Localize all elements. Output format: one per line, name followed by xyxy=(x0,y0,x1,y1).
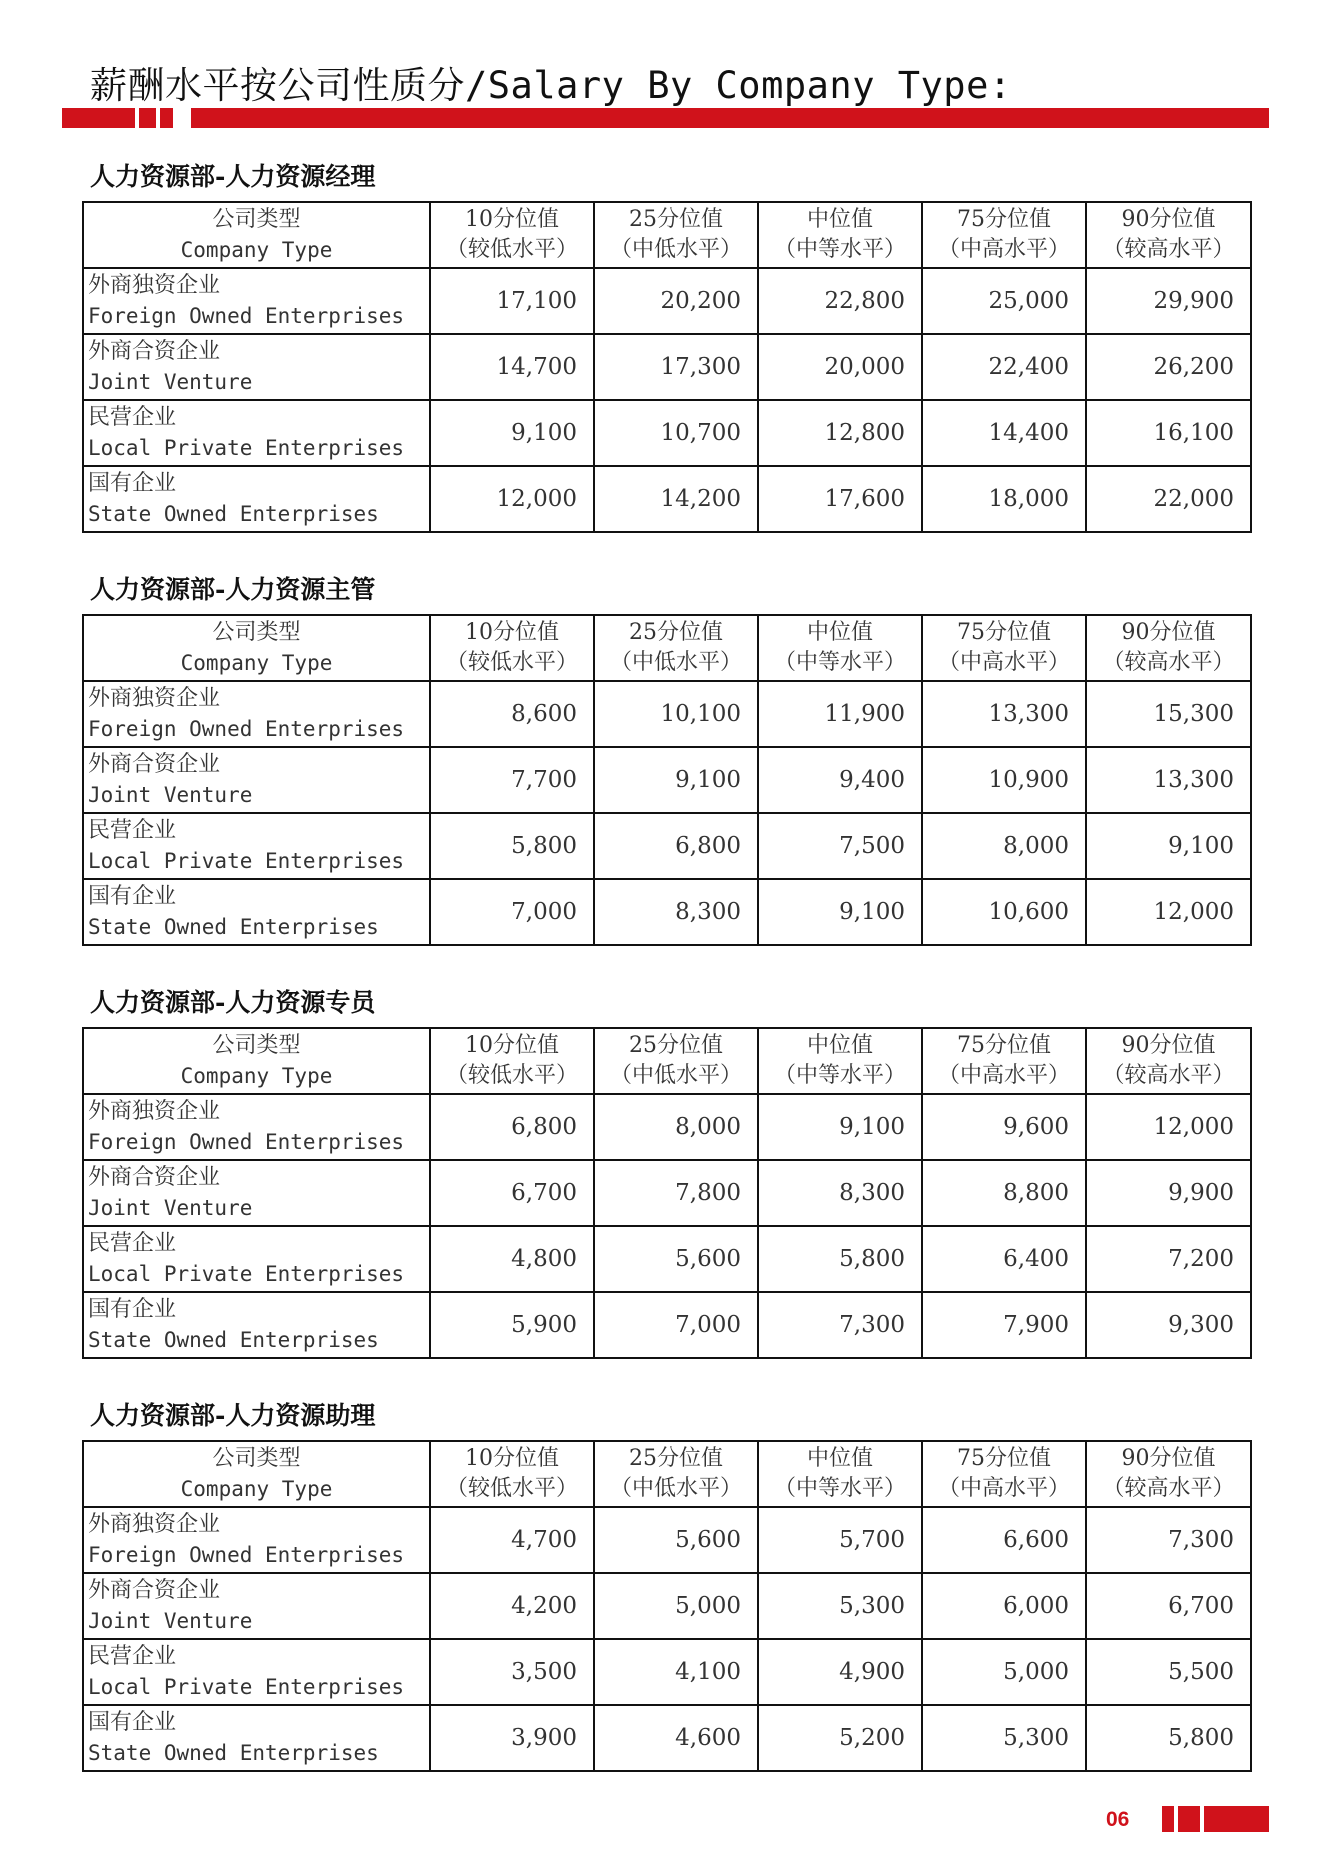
salary-value: 11,900 xyxy=(758,681,922,747)
table-row xyxy=(83,466,1251,532)
percentile-sublabel: （较高水平） xyxy=(1102,650,1235,675)
company-type-en: Joint Venture xyxy=(88,783,253,807)
section-title: 人力资源部-人力资源主管 xyxy=(90,575,376,604)
percentile-label: 90分位值 xyxy=(1121,207,1216,232)
company-type-cn: 外商合资企业 xyxy=(88,1165,221,1190)
company-type-header-cn: 公司类型 xyxy=(212,1446,301,1471)
table-row xyxy=(83,1507,1251,1573)
salary-value: 3,900 xyxy=(430,1705,594,1771)
company-type-en: Foreign Owned Enterprises xyxy=(88,1543,405,1567)
salary-value: 9,100 xyxy=(594,747,758,813)
company-type-cell xyxy=(83,1639,430,1705)
salary-value: 26,200 xyxy=(1086,334,1251,400)
percentile-label: 10分位值 xyxy=(465,207,559,232)
company-type-cell xyxy=(83,1705,430,1771)
salary-value: 14,400 xyxy=(922,400,1086,466)
page-title: 薪酬水平按公司性质分/Salary By Company Type: xyxy=(90,64,1012,107)
percentile-header xyxy=(922,1441,1086,1507)
salary-value: 29,900 xyxy=(1086,268,1251,334)
salary-value: 17,300 xyxy=(594,334,758,400)
header-bar-main xyxy=(191,108,1269,128)
salary-value: 5,500 xyxy=(1086,1639,1251,1705)
company-type-cell xyxy=(83,400,430,466)
salary-value: 22,000 xyxy=(1086,466,1251,532)
salary-value: 6,800 xyxy=(430,1094,594,1160)
percentile-header xyxy=(1086,615,1251,681)
company-type-header-cn: 公司类型 xyxy=(212,1033,301,1058)
page-number: 06 xyxy=(1106,1808,1130,1831)
company-type-cell xyxy=(83,1573,430,1639)
salary-value: 9,100 xyxy=(1086,813,1251,879)
percentile-sublabel: （中等水平） xyxy=(773,237,906,262)
salary-value: 22,800 xyxy=(758,268,922,334)
percentile-sublabel: （中高水平） xyxy=(937,650,1070,675)
salary-value: 5,300 xyxy=(758,1573,922,1639)
salary-value: 7,300 xyxy=(758,1292,922,1358)
header-bar-block-1 xyxy=(139,108,156,128)
percentile-label: 25分位值 xyxy=(629,620,723,645)
percentile-header xyxy=(430,615,594,681)
company-type-en: State Owned Enterprises xyxy=(88,915,379,939)
salary-value: 12,000 xyxy=(1086,1094,1251,1160)
table-row xyxy=(83,879,1251,945)
percentile-header xyxy=(922,615,1086,681)
salary-value: 7,000 xyxy=(594,1292,758,1358)
salary-value: 13,300 xyxy=(922,681,1086,747)
percentile-label: 90分位值 xyxy=(1121,620,1216,645)
percentile-sublabel: （中高水平） xyxy=(937,1063,1070,1088)
percentile-label: 10分位值 xyxy=(465,620,559,645)
salary-value: 8,300 xyxy=(758,1160,922,1226)
table-header-row xyxy=(83,1441,1251,1507)
company-type-en: Local Private Enterprises xyxy=(88,849,405,873)
company-type-cn: 外商独资企业 xyxy=(88,686,221,711)
table-row xyxy=(83,1226,1251,1292)
company-type-header xyxy=(83,202,430,268)
table-row xyxy=(83,1573,1251,1639)
company-type-cell xyxy=(83,466,430,532)
company-type-cell xyxy=(83,1094,430,1160)
company-type-en: Foreign Owned Enterprises xyxy=(88,717,405,741)
company-type-header-en: Company Type xyxy=(180,651,333,675)
percentile-sublabel: （较高水平） xyxy=(1102,1476,1235,1501)
percentile-label: 90分位值 xyxy=(1121,1033,1216,1058)
percentile-label: 中位值 xyxy=(806,207,873,232)
percentile-header xyxy=(1086,1441,1251,1507)
salary-value: 9,100 xyxy=(758,879,922,945)
percentile-label: 中位值 xyxy=(806,1446,873,1471)
salary-table xyxy=(82,201,1252,533)
percentile-sublabel: （较低水平） xyxy=(445,1476,578,1501)
percentile-sublabel: （中等水平） xyxy=(773,1063,906,1088)
percentile-sublabel: （较低水平） xyxy=(445,237,578,262)
company-type-cell xyxy=(83,879,430,945)
salary-value: 7,500 xyxy=(758,813,922,879)
salary-value: 5,800 xyxy=(758,1226,922,1292)
section-title: 人力资源部-人力资源专员 xyxy=(90,988,376,1017)
percentile-header xyxy=(758,1028,922,1094)
table-row xyxy=(83,813,1251,879)
footer-bar-block-2 xyxy=(1178,1806,1200,1832)
percentile-label: 中位值 xyxy=(806,620,873,645)
company-type-cn: 民营企业 xyxy=(88,818,177,843)
company-type-cn: 外商合资企业 xyxy=(88,339,221,364)
salary-value: 12,000 xyxy=(1086,879,1251,945)
company-type-cell xyxy=(83,268,430,334)
company-type-cn: 外商独资企业 xyxy=(88,1512,221,1537)
salary-value: 15,300 xyxy=(1086,681,1251,747)
percentile-label: 25分位值 xyxy=(629,1446,723,1471)
company-type-header-en: Company Type xyxy=(180,238,333,262)
footer-bar-main xyxy=(1204,1806,1269,1832)
percentile-label: 10分位值 xyxy=(465,1033,559,1058)
percentile-sublabel: （中高水平） xyxy=(937,237,1070,262)
salary-value: 6,600 xyxy=(922,1507,1086,1573)
company-type-en: Joint Venture xyxy=(88,1196,253,1220)
table-row xyxy=(83,1292,1251,1358)
salary-value: 5,600 xyxy=(594,1507,758,1573)
percentile-sublabel: （中等水平） xyxy=(773,1476,906,1501)
salary-section xyxy=(82,573,1250,946)
company-type-header-cn: 公司类型 xyxy=(212,207,301,232)
salary-value: 16,100 xyxy=(1086,400,1251,466)
salary-value: 22,400 xyxy=(922,334,1086,400)
percentile-label: 25分位值 xyxy=(629,1033,723,1058)
percentile-label: 25分位值 xyxy=(629,207,723,232)
section-title: 人力资源部-人力资源经理 xyxy=(90,162,376,191)
company-type-en: Joint Venture xyxy=(88,1609,253,1633)
company-type-en: State Owned Enterprises xyxy=(88,1741,379,1765)
company-type-en: Foreign Owned Enterprises xyxy=(88,304,405,328)
header-bar-left xyxy=(62,108,135,128)
company-type-en: Local Private Enterprises xyxy=(88,1262,405,1286)
percentile-sublabel: （较低水平） xyxy=(445,1063,578,1088)
salary-value: 5,700 xyxy=(758,1507,922,1573)
company-type-cell xyxy=(83,1292,430,1358)
company-type-cell xyxy=(83,1226,430,1292)
company-type-cell xyxy=(83,1160,430,1226)
salary-value: 7,200 xyxy=(1086,1226,1251,1292)
salary-value: 12,000 xyxy=(430,466,594,532)
percentile-header xyxy=(758,202,922,268)
salary-value: 9,100 xyxy=(430,400,594,466)
header-bar-block-2 xyxy=(160,108,173,128)
table-row xyxy=(83,1639,1251,1705)
salary-value: 9,900 xyxy=(1086,1160,1251,1226)
percentile-label: 10分位值 xyxy=(465,1446,559,1471)
company-type-header xyxy=(83,1028,430,1094)
company-type-cn: 国有企业 xyxy=(88,1297,177,1322)
percentile-label: 75分位值 xyxy=(957,620,1051,645)
company-type-cn: 民营企业 xyxy=(88,1644,177,1669)
salary-value: 17,100 xyxy=(430,268,594,334)
salary-section xyxy=(82,986,1250,1359)
salary-value: 8,000 xyxy=(594,1094,758,1160)
percentile-header xyxy=(922,1028,1086,1094)
company-type-cell xyxy=(83,681,430,747)
percentile-header xyxy=(922,202,1086,268)
company-type-en: Joint Venture xyxy=(88,370,253,394)
salary-value: 9,100 xyxy=(758,1094,922,1160)
company-type-cn: 外商合资企业 xyxy=(88,752,221,777)
salary-section xyxy=(82,1399,1250,1772)
company-type-en: Foreign Owned Enterprises xyxy=(88,1130,405,1154)
salary-value: 6,700 xyxy=(430,1160,594,1226)
company-type-cn: 国有企业 xyxy=(88,1710,177,1735)
salary-value: 13,300 xyxy=(1086,747,1251,813)
percentile-sublabel: （中低水平） xyxy=(609,237,742,262)
salary-value: 4,600 xyxy=(594,1705,758,1771)
table-row xyxy=(83,268,1251,334)
table-header-row xyxy=(83,1028,1251,1094)
table-row xyxy=(83,1094,1251,1160)
percentile-header xyxy=(594,1441,758,1507)
table-row xyxy=(83,1160,1251,1226)
salary-value: 5,000 xyxy=(594,1573,758,1639)
salary-value: 14,200 xyxy=(594,466,758,532)
salary-table xyxy=(82,1027,1252,1359)
salary-value: 5,900 xyxy=(430,1292,594,1358)
salary-value: 7,800 xyxy=(594,1160,758,1226)
percentile-sublabel: （中等水平） xyxy=(773,650,906,675)
salary-value: 5,000 xyxy=(922,1639,1086,1705)
salary-value: 10,700 xyxy=(594,400,758,466)
table-row xyxy=(83,681,1251,747)
company-type-cn: 外商合资企业 xyxy=(88,1578,221,1603)
company-type-header-en: Company Type xyxy=(180,1477,333,1501)
salary-value: 5,300 xyxy=(922,1705,1086,1771)
percentile-header xyxy=(1086,202,1251,268)
salary-value: 7,300 xyxy=(1086,1507,1251,1573)
percentile-header xyxy=(594,202,758,268)
company-type-cn: 外商独资企业 xyxy=(88,1099,221,1124)
table-header-row xyxy=(83,202,1251,268)
percentile-header xyxy=(594,615,758,681)
salary-value: 5,800 xyxy=(1086,1705,1251,1771)
salary-value: 7,000 xyxy=(430,879,594,945)
company-type-en: Local Private Enterprises xyxy=(88,436,405,460)
table-row xyxy=(83,1705,1251,1771)
percentile-label: 75分位值 xyxy=(957,1033,1051,1058)
percentile-sublabel: （中高水平） xyxy=(937,1476,1070,1501)
salary-value: 4,100 xyxy=(594,1639,758,1705)
salary-value: 7,700 xyxy=(430,747,594,813)
percentile-header xyxy=(1086,1028,1251,1094)
salary-value: 6,800 xyxy=(594,813,758,879)
salary-value: 20,200 xyxy=(594,268,758,334)
table-row xyxy=(83,747,1251,813)
table-header-row xyxy=(83,615,1251,681)
company-type-cell xyxy=(83,813,430,879)
percentile-sublabel: （较高水平） xyxy=(1102,237,1235,262)
salary-value: 20,000 xyxy=(758,334,922,400)
salary-value: 7,900 xyxy=(922,1292,1086,1358)
footer-bar-block-1 xyxy=(1162,1806,1174,1832)
table-row xyxy=(83,334,1251,400)
company-type-cn: 外商独资企业 xyxy=(88,273,221,298)
company-type-en: State Owned Enterprises xyxy=(88,1328,379,1352)
company-type-header xyxy=(83,1441,430,1507)
salary-value: 10,100 xyxy=(594,681,758,747)
percentile-header xyxy=(430,202,594,268)
salary-value: 8,000 xyxy=(922,813,1086,879)
salary-value: 18,000 xyxy=(922,466,1086,532)
company-type-cn: 国有企业 xyxy=(88,471,177,496)
salary-value: 5,600 xyxy=(594,1226,758,1292)
salary-value: 6,700 xyxy=(1086,1573,1251,1639)
percentile-sublabel: （中低水平） xyxy=(609,1063,742,1088)
percentile-label: 中位值 xyxy=(806,1033,873,1058)
percentile-sublabel: （较高水平） xyxy=(1102,1063,1235,1088)
salary-value: 10,900 xyxy=(922,747,1086,813)
company-type-header xyxy=(83,615,430,681)
salary-value: 12,800 xyxy=(758,400,922,466)
salary-value: 4,700 xyxy=(430,1507,594,1573)
salary-value: 4,200 xyxy=(430,1573,594,1639)
salary-value: 4,900 xyxy=(758,1639,922,1705)
percentile-header xyxy=(430,1441,594,1507)
company-type-header-en: Company Type xyxy=(180,1064,333,1088)
percentile-header xyxy=(758,615,922,681)
percentile-header xyxy=(758,1441,922,1507)
salary-value: 9,300 xyxy=(1086,1292,1251,1358)
company-type-cn: 民营企业 xyxy=(88,1231,177,1256)
percentile-sublabel: （较低水平） xyxy=(445,650,578,675)
table-row xyxy=(83,400,1251,466)
company-type-en: State Owned Enterprises xyxy=(88,502,379,526)
salary-value: 4,800 xyxy=(430,1226,594,1292)
company-type-header-cn: 公司类型 xyxy=(212,620,301,645)
salary-value: 5,200 xyxy=(758,1705,922,1771)
company-type-cn: 国有企业 xyxy=(88,884,177,909)
company-type-cell xyxy=(83,334,430,400)
company-type-cell xyxy=(83,1507,430,1573)
salary-value: 9,600 xyxy=(922,1094,1086,1160)
salary-value: 8,300 xyxy=(594,879,758,945)
salary-value: 5,800 xyxy=(430,813,594,879)
percentile-header xyxy=(594,1028,758,1094)
company-type-cn: 民营企业 xyxy=(88,405,177,430)
salary-value: 25,000 xyxy=(922,268,1086,334)
company-type-cell xyxy=(83,747,430,813)
salary-value: 6,000 xyxy=(922,1573,1086,1639)
salary-table xyxy=(82,614,1252,946)
salary-value: 8,600 xyxy=(430,681,594,747)
salary-value: 17,600 xyxy=(758,466,922,532)
percentile-label: 75分位值 xyxy=(957,1446,1051,1471)
salary-table xyxy=(82,1440,1252,1772)
salary-value: 3,500 xyxy=(430,1639,594,1705)
salary-value: 14,700 xyxy=(430,334,594,400)
company-type-en: Local Private Enterprises xyxy=(88,1675,405,1699)
salary-value: 10,600 xyxy=(922,879,1086,945)
percentile-header xyxy=(430,1028,594,1094)
salary-value: 6,400 xyxy=(922,1226,1086,1292)
section-title: 人力资源部-人力资源助理 xyxy=(90,1401,376,1430)
salary-value: 8,800 xyxy=(922,1160,1086,1226)
salary-value: 9,400 xyxy=(758,747,922,813)
percentile-sublabel: （中低水平） xyxy=(609,650,742,675)
salary-section xyxy=(82,160,1250,533)
percentile-label: 75分位值 xyxy=(957,207,1051,232)
percentile-sublabel: （中低水平） xyxy=(609,1476,742,1501)
percentile-label: 90分位值 xyxy=(1121,1446,1216,1471)
